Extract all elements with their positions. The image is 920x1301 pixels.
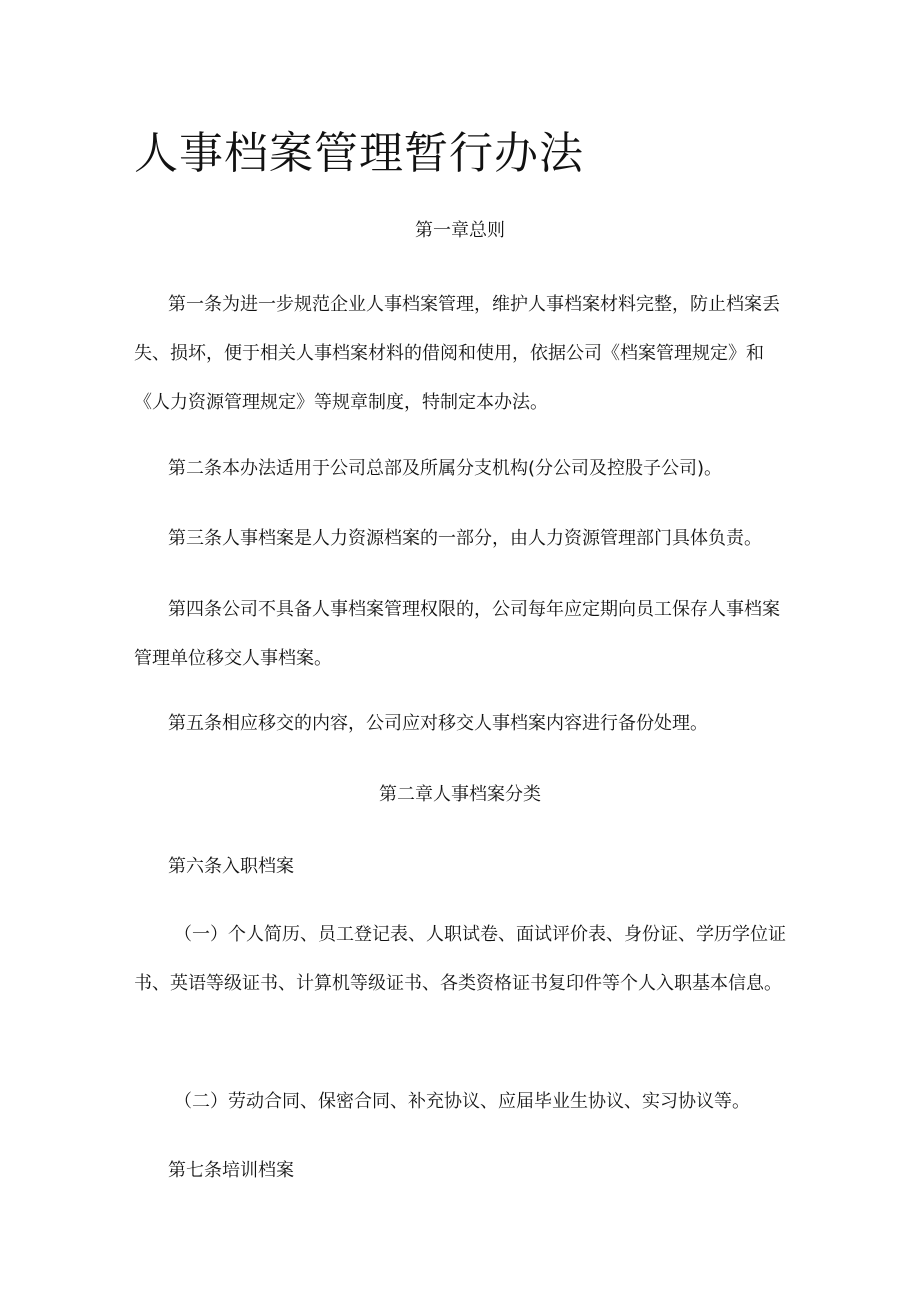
article-3: 第三条人事档案是人力资源档案的一部分，由人力资源管理部门具体负责。 [168, 528, 762, 549]
article-7: 第七条培训档案 [168, 1160, 294, 1181]
article-5: 第五条相应移交的内容，公司应对移交人事档案内容进行备份处理。 [168, 713, 708, 734]
article-6-item-2: （二）劳动合同、保密合同、补充协议、应届毕业生协议、实习协议等。 [174, 1091, 750, 1112]
article-6: 第六条入职档案 [168, 856, 294, 877]
chapter-heading-1: 第一章总则 [415, 220, 505, 241]
chapter-heading-2: 第二章人事档案分类 [379, 784, 541, 805]
article-4: 第四条公司不具备人事档案管理权限的，公司每年应定期向员工保存人事档案管理单位移交人事档案。 [134, 599, 780, 669]
article-1: 第一条为进一步规范企业人事档案管理，维护人事档案材料完整，防止档案丢失、损坏，便于相关人事档案材料的借阅和使用，依据公司《档案管理规定》和《人力资源管理规定》等规章制度，特制定本办法。 [134, 294, 780, 413]
document-title: 人事档案管理暂行办法 [134, 128, 584, 179]
article-2: 第二条本办法适用于公司总部及所属分支机构(分公司及控股子公司)。 [168, 458, 723, 479]
article-6-item-1: （一）个人简历、员工登记表、人职试卷、面试评价表、身份证、学历学位证书、英语等级证书、计算机等级证书、各类资格证书复印件等个人入职基本信息。 [134, 924, 786, 994]
